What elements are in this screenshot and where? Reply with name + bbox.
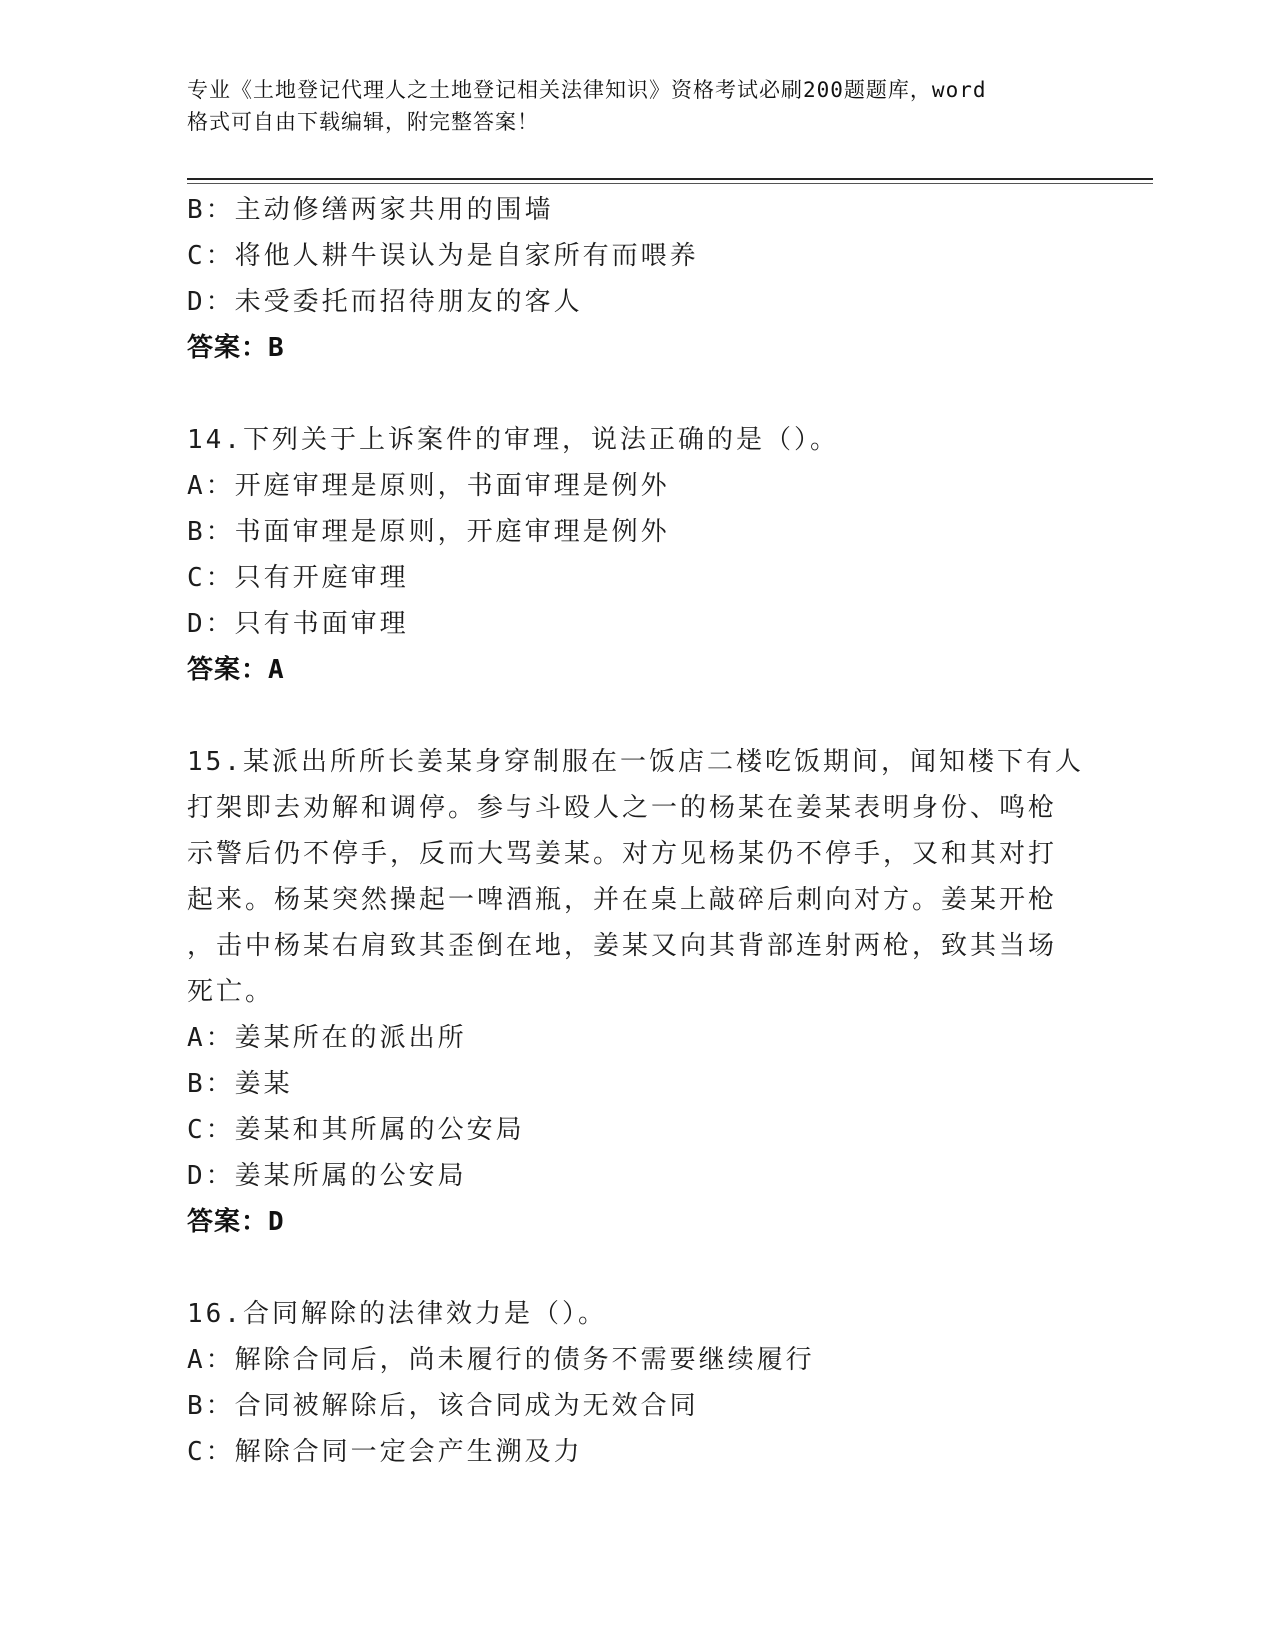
option-b: B：合同被解除后，该合同成为无效合同: [187, 1391, 699, 1421]
option-b: B：姜某: [187, 1069, 293, 1099]
question-15: [187, 739, 1087, 1245]
option-c: C：解除合同一定会产生溯及力: [187, 1437, 583, 1467]
option-b: B：主动修缮两家共用的围墙: [187, 195, 554, 225]
option-d: D：姜某所属的公安局: [187, 1161, 467, 1191]
option-a: A：开庭审理是原则，书面审理是例外: [187, 471, 670, 501]
spacer: [187, 1245, 1087, 1291]
question-14: [187, 417, 1087, 693]
header-divider-thick: [187, 178, 1153, 180]
question-stem: [187, 739, 1087, 1015]
header-divider-thin: [187, 183, 1153, 184]
answer: 答案：D: [187, 1207, 285, 1237]
stem-line: ，击中杨某右肩致其歪倒在地，姜某又向其背部连射两枪，致其当场: [187, 931, 1058, 961]
stem-line: 15.某派出所所长姜某身穿制服在一饭店二楼吃饭期间，闻知楼下有人: [187, 747, 1084, 777]
stem-line: 打架即去劝解和调停。参与斗殴人之一的杨某在姜某表明身份、鸣枪: [187, 793, 1058, 823]
header-line-2: 格式可自由下载编辑，附完整答案！: [187, 110, 539, 134]
question-13-tail: [187, 187, 1087, 371]
question-stem: 16.合同解除的法律效力是（）。: [187, 1299, 607, 1329]
answer: 答案：B: [187, 333, 285, 363]
header-line-1: 专业《土地登记代理人之土地登记相关法律知识》资格考试必刷200题题库，word: [187, 78, 987, 102]
question-list: [187, 187, 1087, 1475]
answer: 答案：A: [187, 655, 285, 685]
option-d: D：未受委托而招待朋友的客人: [187, 287, 583, 317]
stem-line: 示警后仍不停手，反而大骂姜某。对方见杨某仍不停手，又和其对打: [187, 839, 1058, 869]
stem-line: 死亡。: [187, 977, 275, 1007]
option-d: D：只有书面审理: [187, 609, 409, 639]
option-c: C：姜某和其所属的公安局: [187, 1115, 525, 1145]
option-a: A：姜某所在的派出所: [187, 1023, 467, 1053]
question-16: [187, 1291, 1087, 1475]
option-b: B：书面审理是原则，开庭审理是例外: [187, 517, 670, 547]
question-stem: 14.下列关于上诉案件的审理，说法正确的是（）。: [187, 425, 839, 455]
option-c: C：只有开庭审理: [187, 563, 409, 593]
option-c: C：将他人耕牛误认为是自家所有而喂养: [187, 241, 699, 271]
stem-line: 起来。杨某突然操起一啤酒瓶，并在桌上敲碎后刺向对方。姜某开枪: [187, 885, 1058, 915]
spacer: [187, 693, 1087, 739]
spacer: [187, 371, 1087, 417]
option-a: A：解除合同后，尚未履行的债务不需要继续履行: [187, 1345, 815, 1375]
document-header: [187, 74, 1087, 138]
